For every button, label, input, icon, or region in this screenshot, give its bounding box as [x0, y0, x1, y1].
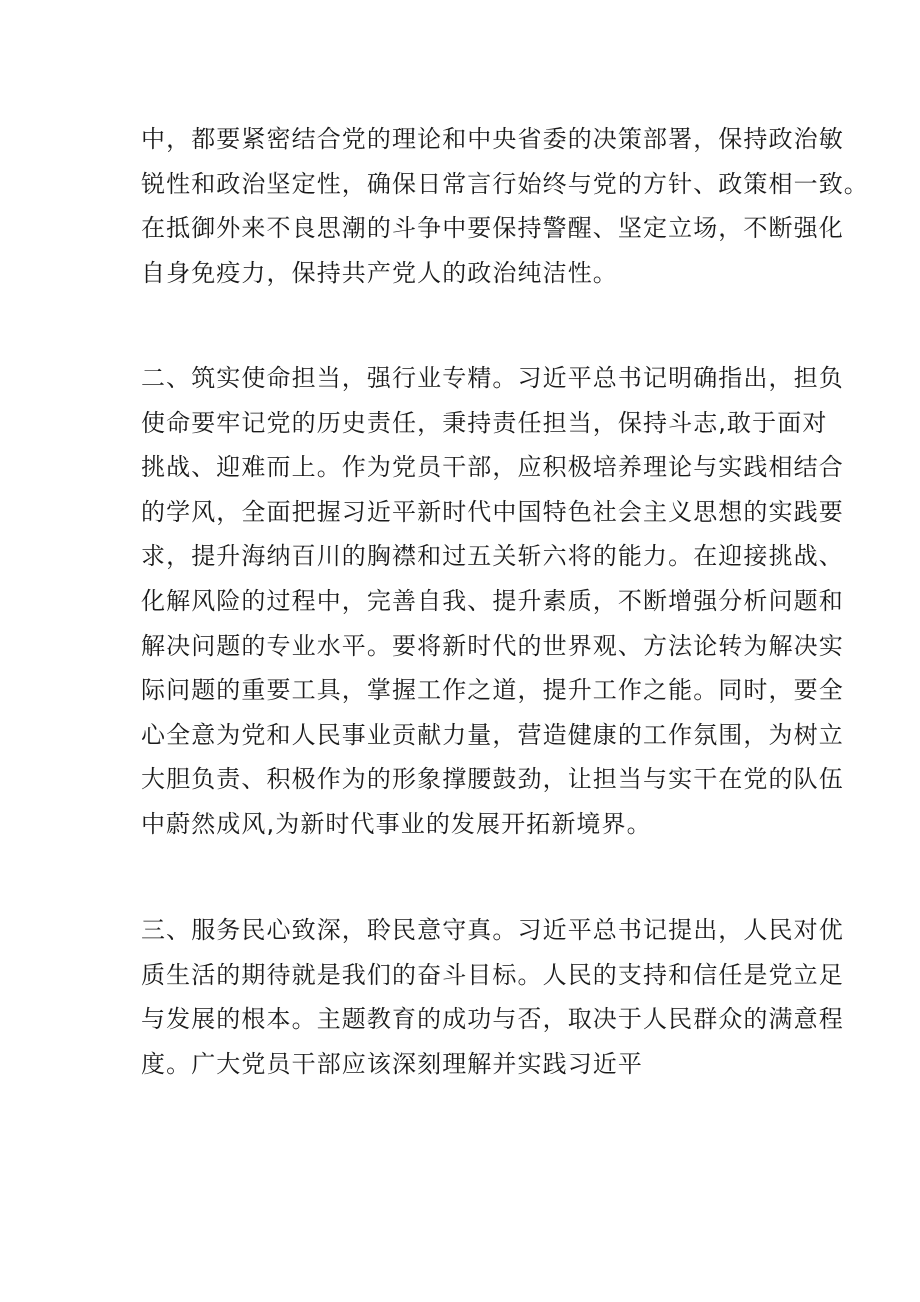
text-line: 度。广大党员干部应该深刻理解并实践习近平: [141, 1049, 643, 1078]
paragraph-political-integrity: [141, 117, 869, 295]
text-line: 在抵御外来不良思潮的斗争中要保持警醒、坚定立场，不断强化: [141, 214, 844, 243]
text-line: 的学风，全面把握习近平新时代中国特色社会主义思想的实践要: [141, 497, 844, 526]
text-line: 自身免疫力，保持共产党人的政治纯洁性。: [141, 258, 618, 287]
text-line: 二、筑实使命担当，强行业专精。习近平总书记明确指出，担负: [141, 364, 844, 392]
text-line: 化解风险的过程中，完善自我、提升素质，不断增强分析问题和: [141, 586, 844, 615]
text-line: 中，都要紧密结合党的理论和中央省委的决策部署，保持政治敏: [141, 125, 844, 153]
text-line: 质生活的期待就是我们的奋斗目标。人民的支持和信任是党立足: [141, 960, 844, 989]
text-line: 心全意为党和人民事业贡献力量，营造健康的工作氛围，为树立: [141, 720, 844, 749]
text-line: 解决问题的专业水平。要将新时代的世界观、方法论转为解决实: [141, 631, 844, 660]
text-line: 挑战、迎难而上。作为党员干部，应积极培养理论与实践相结合: [141, 453, 844, 482]
paragraph-section-three: [141, 908, 844, 1086]
text-line: 锐性和政治坚定性，确保日常言行始终与党的方针、政策相一致。: [141, 169, 869, 198]
text-line: 大胆负责、积极作为的形象撑腰鼓劲，让担当与实干在党的队伍: [141, 765, 844, 794]
text-line: 中蔚然成风,为新时代事业的发展开拓新境界。: [141, 809, 652, 838]
text-line: 求，提升海纳百川的胸襟和过五关斩六将的能力。在迎接挑战、: [141, 542, 844, 571]
text-line: 与发展的根本。主题教育的成功与否，取决于人民群众的满意程: [141, 1005, 844, 1034]
paragraph-section-two: [141, 356, 844, 847]
text-line: 使命要牢记党的历史责任，秉持责任担当，保持斗志,敢于面对: [141, 408, 828, 437]
text-line: 三、服务民心致深，聆民意守真。习近平总书记提出，人民对优: [141, 916, 844, 944]
text-line: 际问题的重要工具，掌握工作之道，提升工作之能。同时，要全: [141, 676, 844, 705]
